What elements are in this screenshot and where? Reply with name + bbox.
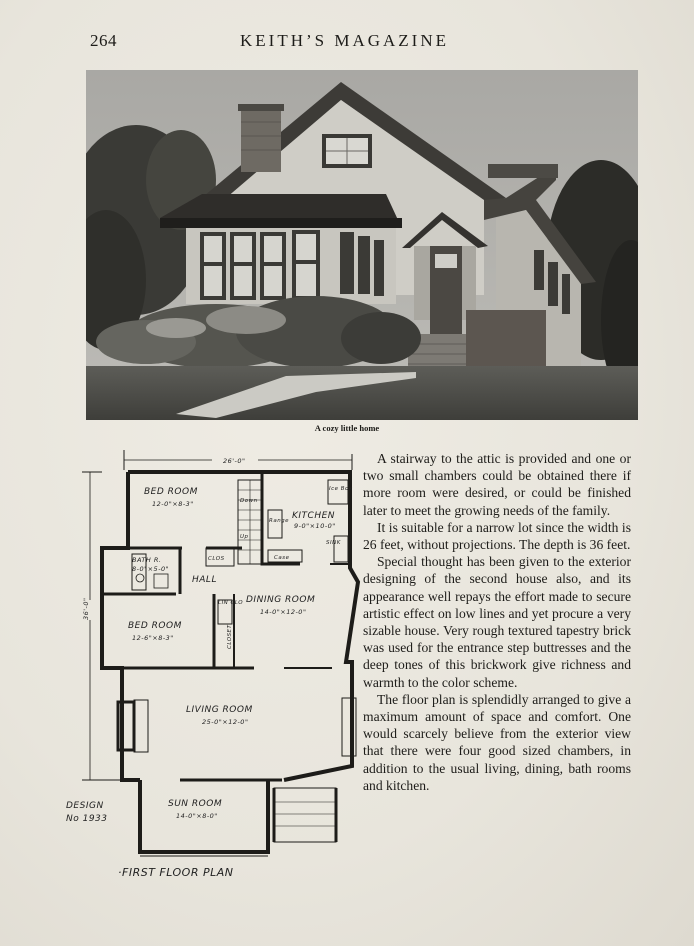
room-bed-room-2-size: 12-6"×8-3": [132, 634, 174, 642]
label-closet: CLOSET: [227, 624, 233, 649]
article-paragraph-3: Special thought has been given to the exterior designing of the second house also, and its appearance well repays the effort made to secure artistic effect on low lines and yet procure a very sizable house. Very rough textured tapestry brick was used for the entrance step buttresses and the deep tones of this brickwork give richness and warmth to the color scheme.: [363, 554, 631, 690]
article-paragraph-4: The floor plan is splendidly arranged to give a maximum amount of space and comfort. One would scarcely believe from the exterior view that there were four good sized chambers, in addition to the usual living, dining, bath rooms and kitchen.: [363, 691, 631, 793]
room-kitchen-name: KITCHEN: [292, 511, 336, 521]
floor-plan-title: ·FIRST FLOOR PLAN: [118, 866, 234, 879]
house-photograph: [86, 70, 638, 420]
room-living-name: LIVING ROOM: [186, 705, 253, 715]
floor-plan-drawing: [62, 440, 362, 885]
plan-width-dimension: 26'-0": [223, 457, 246, 465]
room-dining-name: DINING ROOM: [246, 595, 316, 605]
label-ice-box: Ice Box: [329, 486, 353, 492]
label-lin-clo: LIN CLO: [218, 600, 244, 606]
label-sink: SINK: [326, 540, 341, 546]
room-hall-name: HALL: [192, 575, 217, 585]
room-sun-size: 14-0"×8-0": [176, 812, 218, 820]
label-clos: CLOS: [208, 556, 225, 562]
magazine-title: KEITH’S MAGAZINE: [240, 31, 450, 50]
plan-depth-dimension: 36'-0": [82, 597, 90, 620]
room-bed-room-2-name: BED ROOM: [128, 621, 182, 631]
floor-plan: [62, 440, 362, 885]
room-sun-name: SUN ROOM: [168, 799, 223, 809]
label-down: Down: [240, 498, 258, 504]
page-number: 264: [90, 31, 117, 50]
room-kitchen-size: 9-0"×10-0": [294, 522, 336, 530]
label-range: Range: [269, 518, 290, 524]
room-dining-size: 14-0"×12-0": [260, 608, 307, 616]
photo-caption: A cozy little home: [314, 423, 380, 433]
room-living-size: 25-0"×12-0": [202, 718, 249, 726]
room-bed-room-1-size: 12-0"×8-3": [152, 500, 194, 508]
design-label: DESIGN: [66, 801, 104, 811]
article-paragraph-2: It is suitable for a narrow lot since the width is 26 feet, without projections. The depth is 36 feet.: [363, 519, 631, 553]
label-case: Case: [274, 555, 290, 561]
article-paragraph-1: A stairway to the attic is provided and one or two small chambers could be obtained there if more room were desired, or could be finished later to meet the growing needs of the family.: [363, 451, 631, 518]
room-bath-size: 8-0"×5-0": [132, 565, 170, 573]
room-bath-name: BATH R.: [132, 556, 162, 564]
design-number: No 1933: [66, 814, 108, 824]
room-bed-room-1-name: BED ROOM: [144, 487, 198, 497]
label-up: Up: [240, 534, 249, 540]
article-text: [363, 450, 631, 794]
house-photo-illustration: [86, 70, 638, 420]
